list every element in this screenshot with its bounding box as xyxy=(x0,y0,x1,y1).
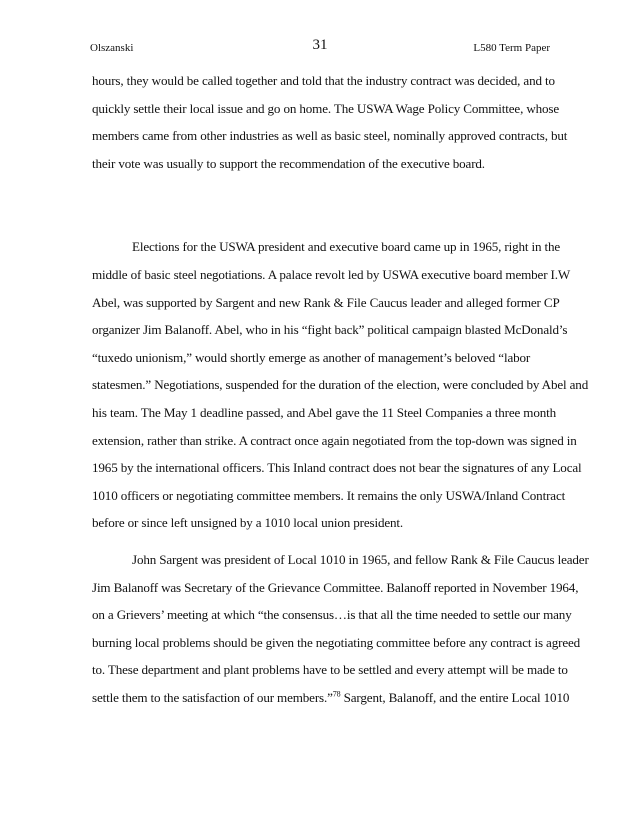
text-line: quickly settle their local issue and go on home. The USWA Wage Policy Committee, whose xyxy=(92,100,560,116)
text-line: Elections for the USWA president and executive board came up in 1965, right in the xyxy=(132,239,561,255)
document-body xyxy=(92,73,589,717)
text-line: his team. The May 1 deadline passed, and Abel gave the 11 Steel Companies a three month xyxy=(92,404,557,420)
text-line: Abel, was supported by Sargent and new Rank & File Caucus leader and alleged former CP xyxy=(92,294,560,310)
page-header xyxy=(90,37,550,56)
text-line: hours, they would be called together and told that the industry contract was decided, and to xyxy=(92,73,555,88)
paragraph xyxy=(92,551,589,718)
paragraph xyxy=(92,239,589,543)
text-line: “tuxedo unionism,” would shortly emerge as another of management’s beloved “labor xyxy=(92,349,531,365)
text-line: their vote was usually to support the recommendation of the executive board. xyxy=(92,155,485,171)
footnote-marker[interactable]: 78 xyxy=(332,689,341,699)
text-line: organizer Jim Balanoff. Abel, who in his “fight back” political campaign blasted McDonald’s xyxy=(92,322,568,338)
header-title: L580 Term Paper xyxy=(473,42,550,54)
text-line: 1965 by the international officers. This Inland contract does not bear the signatures of any Local xyxy=(92,460,582,476)
text-line: before or since left unsigned by a 1010 local union president. xyxy=(92,515,404,531)
text-line: on a Grievers’ meeting at which “the consensus…is that all the time needed to settle our many xyxy=(92,607,572,623)
header-author: Olszanski xyxy=(90,42,134,54)
text-line: extension, rather than strike. A contract once again negotiated from the top-down was signed in xyxy=(92,432,577,448)
text-line xyxy=(92,689,570,718)
text-span: Sargent, Balanoff, and the entire Local 1010 xyxy=(340,689,570,705)
text-line: statesmen.” Negotiations, suspended for the duration of the election, were concluded by Abel and xyxy=(92,377,589,393)
text-line: members came from other industries as well as basic steel, nominally approved contracts, but xyxy=(92,128,568,144)
paragraph xyxy=(92,73,568,183)
text-line: 1010 officers or negotiating committee members. It remains the only USWA/Inland Contract xyxy=(92,487,566,503)
text-line: to. These department and plant problems have to be settled and every attempt will be made to xyxy=(92,662,568,678)
header-page-number: 31 xyxy=(312,37,328,53)
text-line: middle of basic steel negotiations. A palace revolt led by USWA executive board member I.W xyxy=(92,266,571,282)
text-line: John Sargent was president of Local 1010 in 1965, and fellow Rank & File Caucus leader xyxy=(132,551,589,567)
text-line: Jim Balanoff was Secretary of the Grievance Committee. Balanoff reported in November 1964, xyxy=(92,579,579,595)
text-span: settle them to the satisfaction of our members.” xyxy=(92,689,333,705)
text-line: burning local problems should be given the negotiating committee before any contract is agreed xyxy=(92,634,581,650)
